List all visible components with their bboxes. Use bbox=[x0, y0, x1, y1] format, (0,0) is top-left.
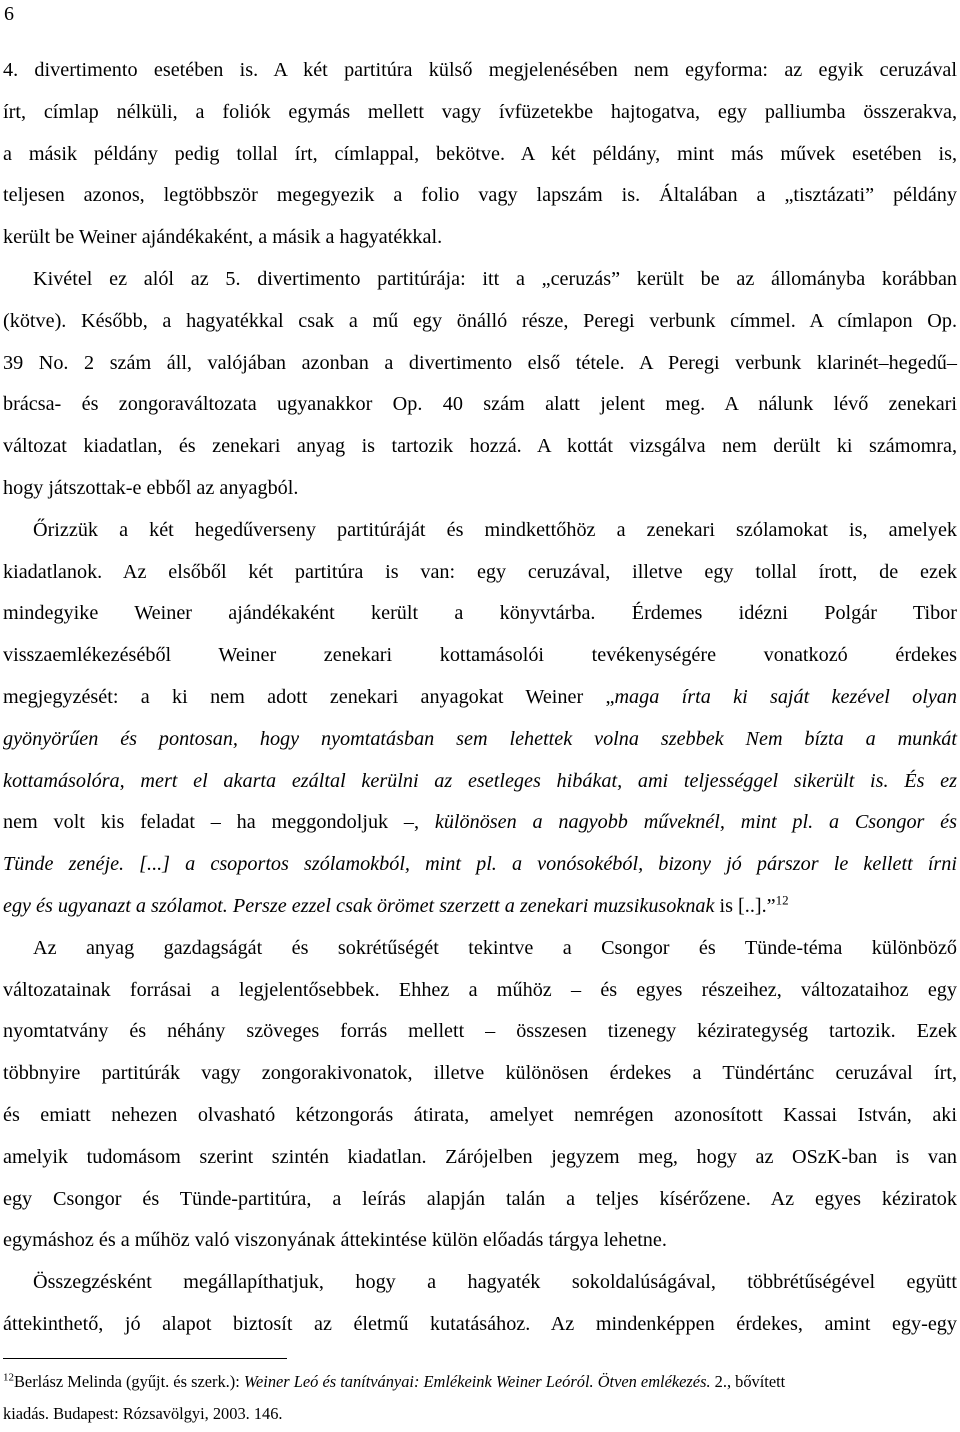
footnote-marker: 12 bbox=[3, 1371, 14, 1384]
line-text: 4. divertimento esetében is. A két partitúra külső megjelenésében nem egyforma: az egyik ceruzával bbox=[3, 59, 957, 81]
text-line bbox=[3, 301, 957, 343]
quoted-italic-text: egy és ugyanazt a szólamot. Persze ezzel csak örömet szerzett a zenekari muzsikusoknak bbox=[3, 894, 715, 917]
text-line bbox=[3, 970, 957, 1012]
text-line bbox=[3, 92, 957, 134]
line-text: megjegyzését: a ki nem adott zenekari anyagokat Weiner „ bbox=[3, 685, 615, 708]
line-text: kiadatlanok. Az elsőből két partitúra is van: egy ceruzával, illetve egy tollal írott, de ezek bbox=[3, 560, 957, 583]
line-text: a másik példány pedig tollal írt, címlappal, bekötve. A két példány, mint más művek esetében is, bbox=[3, 142, 957, 165]
line-text: (kötve). Később, a hagyatékkal csak a mű egy önálló része, Peregi verbunk címmel. A címlapon Op. bbox=[3, 309, 957, 332]
text-line bbox=[3, 677, 957, 719]
line-text: amelyik tudomásom szerint szintén kiadatlan. Zárójelben jegyzem meg, hogy az OSzK-ban is van bbox=[3, 1145, 957, 1168]
quoted-italic-text: kottamásolóra, mert el akarta ezáltal kerülni az esetleges hibákat, ami teljességgel sikerült is. És ez bbox=[3, 769, 957, 792]
line-text: teljesen azonos, legtöbbször megegyezik a folio vagy lapszám is. Általában a „tisztázati” példány bbox=[3, 184, 957, 207]
footnote-title: Weiner Leó és tanítványai: Emlékeink Weiner Leóról. Ötven emlékezés. bbox=[243, 1372, 711, 1391]
text-line bbox=[3, 1095, 957, 1137]
page-number: 6 bbox=[4, 3, 14, 25]
line-text: nyomtatvány és néhány szöveges forrás mellett – összesen tizenegy kézirategység tartozik. Ezek bbox=[3, 1020, 957, 1043]
text-line bbox=[3, 928, 957, 970]
line-text: nem volt kis feladat – ha meggondoljuk –, bbox=[3, 811, 435, 834]
line-text: Kivétel ez alól az 5. divertimento partitúrája: itt a „ceruzás” került be az állományba korábban bbox=[33, 267, 957, 290]
line-text: hogy játszottak-e ebből az anyagból. bbox=[3, 476, 299, 499]
line-text: többnyire partitúrák vagy zongorakivonatok, illetve különösen érdekes a Tündértánc ceruzával írt, bbox=[3, 1062, 957, 1085]
quoted-italic-text: maga írta ki saját kezével olyan bbox=[614, 685, 957, 708]
line-text: áttekinthető, jó alapot biztosít az életmű kutatásához. Az mindenképpen érdekes, amint egy-egy bbox=[3, 1312, 957, 1335]
line-text: és emiatt nehezen olvasható kétzongorás átirata, amelyet nemrégen azonosított Kassai István, aki bbox=[3, 1103, 957, 1126]
line-text: írt, címlap nélküli, a foliók egymás mellett vagy ívfüzetekbe hajtogatva, egy palliumba összerakva, bbox=[3, 100, 957, 123]
text-line bbox=[3, 50, 957, 92]
line-text: mindegyike Weiner ajándékaként került a könyvtárba. Érdemes idézni Polgár Tibor bbox=[3, 602, 957, 625]
line-text: visszaemlékezéséből Weiner zenekari kottamásolói tevékenységére vonatkozó érdekes bbox=[3, 644, 957, 667]
text-line bbox=[3, 1304, 957, 1346]
line-text: Összegzésként megállapíthatjuk, hogy a hagyaték sokoldalúságával, többrétűségével együtt bbox=[33, 1271, 957, 1294]
text-line bbox=[3, 719, 957, 761]
text-line bbox=[3, 1179, 957, 1221]
text-line bbox=[3, 217, 957, 259]
text-line bbox=[3, 761, 957, 803]
text-line bbox=[3, 844, 957, 886]
footnote-line-2: kiadás. Budapest: Rózsavölgyi, 2003. 146. bbox=[3, 1404, 283, 1423]
text-line bbox=[3, 134, 957, 176]
footnote bbox=[3, 1366, 957, 1430]
text-line bbox=[3, 259, 957, 301]
footnote-reference: 12 bbox=[775, 892, 789, 908]
text-line bbox=[3, 1011, 957, 1053]
text-line bbox=[3, 1137, 957, 1179]
text-line bbox=[3, 802, 957, 844]
line-text: Őrizzük a két hegedűverseny partitúráját és mindkettőhöz a zenekari szólamokat is, amelyek bbox=[33, 518, 957, 541]
text-line bbox=[3, 1262, 957, 1304]
quoted-italic-text: Tünde zenéje. [...] a csoportos szólamokból, mint pl. a vonósokéból, bizony jó párszor le kellett írni bbox=[3, 853, 957, 876]
body-text bbox=[3, 50, 957, 1346]
text-line bbox=[3, 593, 957, 635]
text-line bbox=[3, 635, 957, 677]
quoted-italic-text: gyönyörűen és pontosan, hogy nyomtatásban sem lehettek volna szebbek Nem bízta a munkát bbox=[3, 727, 957, 750]
text-line bbox=[3, 510, 957, 552]
line-text: is [..].” bbox=[714, 894, 776, 917]
text-line bbox=[3, 175, 957, 217]
line-text: került be Weiner ajándékaként, a másik a hagyatékkal. bbox=[3, 226, 443, 249]
text-line bbox=[3, 1220, 957, 1262]
text-line bbox=[3, 384, 957, 426]
text-line bbox=[3, 886, 957, 928]
footnote-separator bbox=[3, 1358, 287, 1359]
footnote-author: Berlász Melinda (gyűjt. és szerk.): bbox=[14, 1372, 244, 1391]
line-text: Az anyag gazdagságát és sokrétűségét tekintve a Csongor és Tünde-téma különböző bbox=[33, 936, 957, 959]
text-line bbox=[3, 552, 957, 594]
text-line bbox=[3, 468, 957, 510]
quoted-italic-text: különösen a nagyobb műveknél, mint pl. a Csongor és bbox=[434, 811, 957, 834]
footnote-edition: 2., bővített bbox=[710, 1372, 786, 1391]
text-line bbox=[3, 343, 957, 385]
line-text: egymáshoz és a műhöz való viszonyának áttekintése külön előadás tárgya lehetne. bbox=[3, 1229, 667, 1252]
footnote-line-1 bbox=[3, 1366, 957, 1398]
line-text: brácsa- és zongoraváltozata ugyanakkor Op. 40 szám alatt jelent meg. A nálunk lévő zenekari bbox=[3, 393, 957, 416]
line-text: 39 No. 2 szám áll, valójában azonban a divertimento első tétele. A Peregi verbunk klarinét–hegedű– bbox=[3, 351, 957, 374]
text-line bbox=[3, 426, 957, 468]
line-text: változatainak forrásai a legjelentősebbek. Ehhez a műhöz – és egyes részeihez, változataihoz egy bbox=[3, 978, 957, 1001]
line-text: egy Csongor és Tünde-partitúra, a leírás alapján talán a teljes kísérőzene. Az egyes kéziratok bbox=[3, 1187, 957, 1210]
text-line bbox=[3, 1053, 957, 1095]
line-text: változat kiadatlan, és zenekari anyag is tartozik hozzá. A kottát vizsgálva nem derült ki számomra, bbox=[3, 435, 957, 458]
